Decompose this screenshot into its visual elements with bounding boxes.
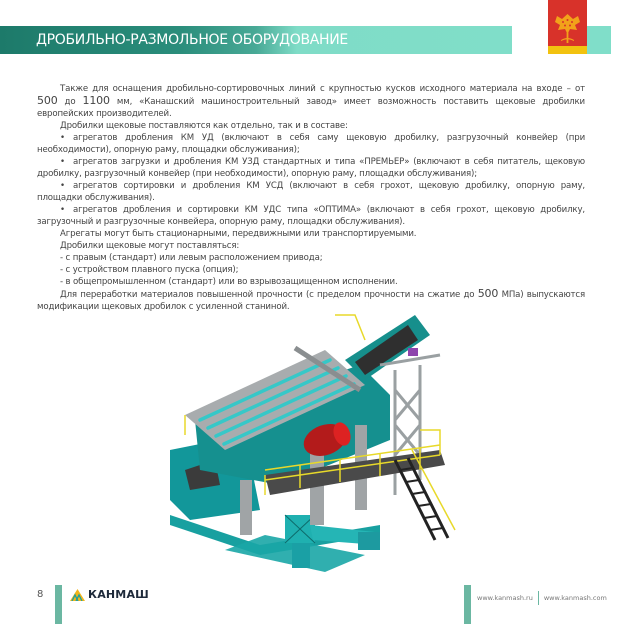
footer-accent-bar-right: [464, 585, 471, 624]
footer-links: [477, 591, 607, 605]
page-section-title: ДРОБИЛЬНО-РАЗМОЛЬНОЕ ОБОРУДОВАНИЕ: [36, 32, 348, 48]
link-separator: [538, 591, 539, 605]
list-item: • агрегатов сортировки и дробления КМ УСД (включают в себя грохот, щековую дробилку, опорную раму, площадки обслуживания).: [37, 181, 585, 203]
page-number: 8: [37, 589, 44, 600]
options-heading: Дробилки щековые могут поставляться:: [60, 241, 240, 251]
website-link-ru[interactable]: www.kanmash.ru: [477, 594, 533, 602]
list-item: • агрегатов дробления и сортировки КМ УДС типа «ОПТИМА» (включают в себя грохот, щековую дробилку, загрузочный и разгрузочные конвейера, опорную раму, площадки обслуживания).: [37, 205, 585, 227]
footer-accent-bar-left: [55, 585, 62, 624]
kanmash-logo: КАНМАШ: [70, 588, 149, 601]
website-link-com[interactable]: www.kanmash.com: [543, 594, 607, 602]
kanmash-logo-icon: [70, 589, 85, 601]
body-text: [37, 83, 585, 313]
dash-item: - с правым (стандарт) или левым расположением привода;: [60, 253, 323, 263]
bullet-icon: •: [60, 181, 65, 191]
mobility-paragraph: Агрегаты могут быть стационарными, передвижными или транспортируемыми.: [60, 229, 417, 239]
supply-paragraph: Дробилки щековые поставляются как отдельно, так и в составе:: [60, 121, 348, 131]
list-item: • агрегатов дробления КМ УД (включают в себя саму щековую дробилку, разгрузочный конвейер (при необходимости), опорную раму, площадки обслуживания);: [37, 133, 585, 155]
dash-item: - в общепромышленном (стандарт) или во взрывозащищенном исполнении.: [60, 277, 398, 287]
bullet-icon: •: [60, 157, 65, 167]
dash-item: - с устройством плавного пуска (опция);: [60, 265, 239, 275]
strength-paragraph: Для переработки материалов повышенной прочности (с пределом прочности на сжатие до 500 МПа) выпускаются модификации щековых дробилок с усиленной станиной.: [37, 287, 586, 312]
bullet-icon: •: [60, 205, 65, 215]
emblem-gold-stripe: [548, 46, 587, 54]
list-item: • агрегатов загрузки и дробления КМ УЗД стандартных и типа «ПРЕМЬЕР» (включают в себя питатель, щековую дробилку, разгрузочный конвейер (при необходимости), опорную раму, площадки обслуживания);: [37, 157, 585, 179]
intro-paragraph: Также для оснащения дробильно-сортировочных линий с крупностью кусков исходного материала на входе – от 500 до 1100 мм, «Канашский машиностроительный завод» имеет возможность поставить щековые дробилки европейских производителей.: [37, 84, 585, 119]
header-band-right: [587, 26, 611, 54]
bullet-icon: •: [60, 133, 65, 143]
chuvashia-emblem-icon: [548, 0, 587, 54]
crushing-plant-illustration: [150, 310, 470, 580]
